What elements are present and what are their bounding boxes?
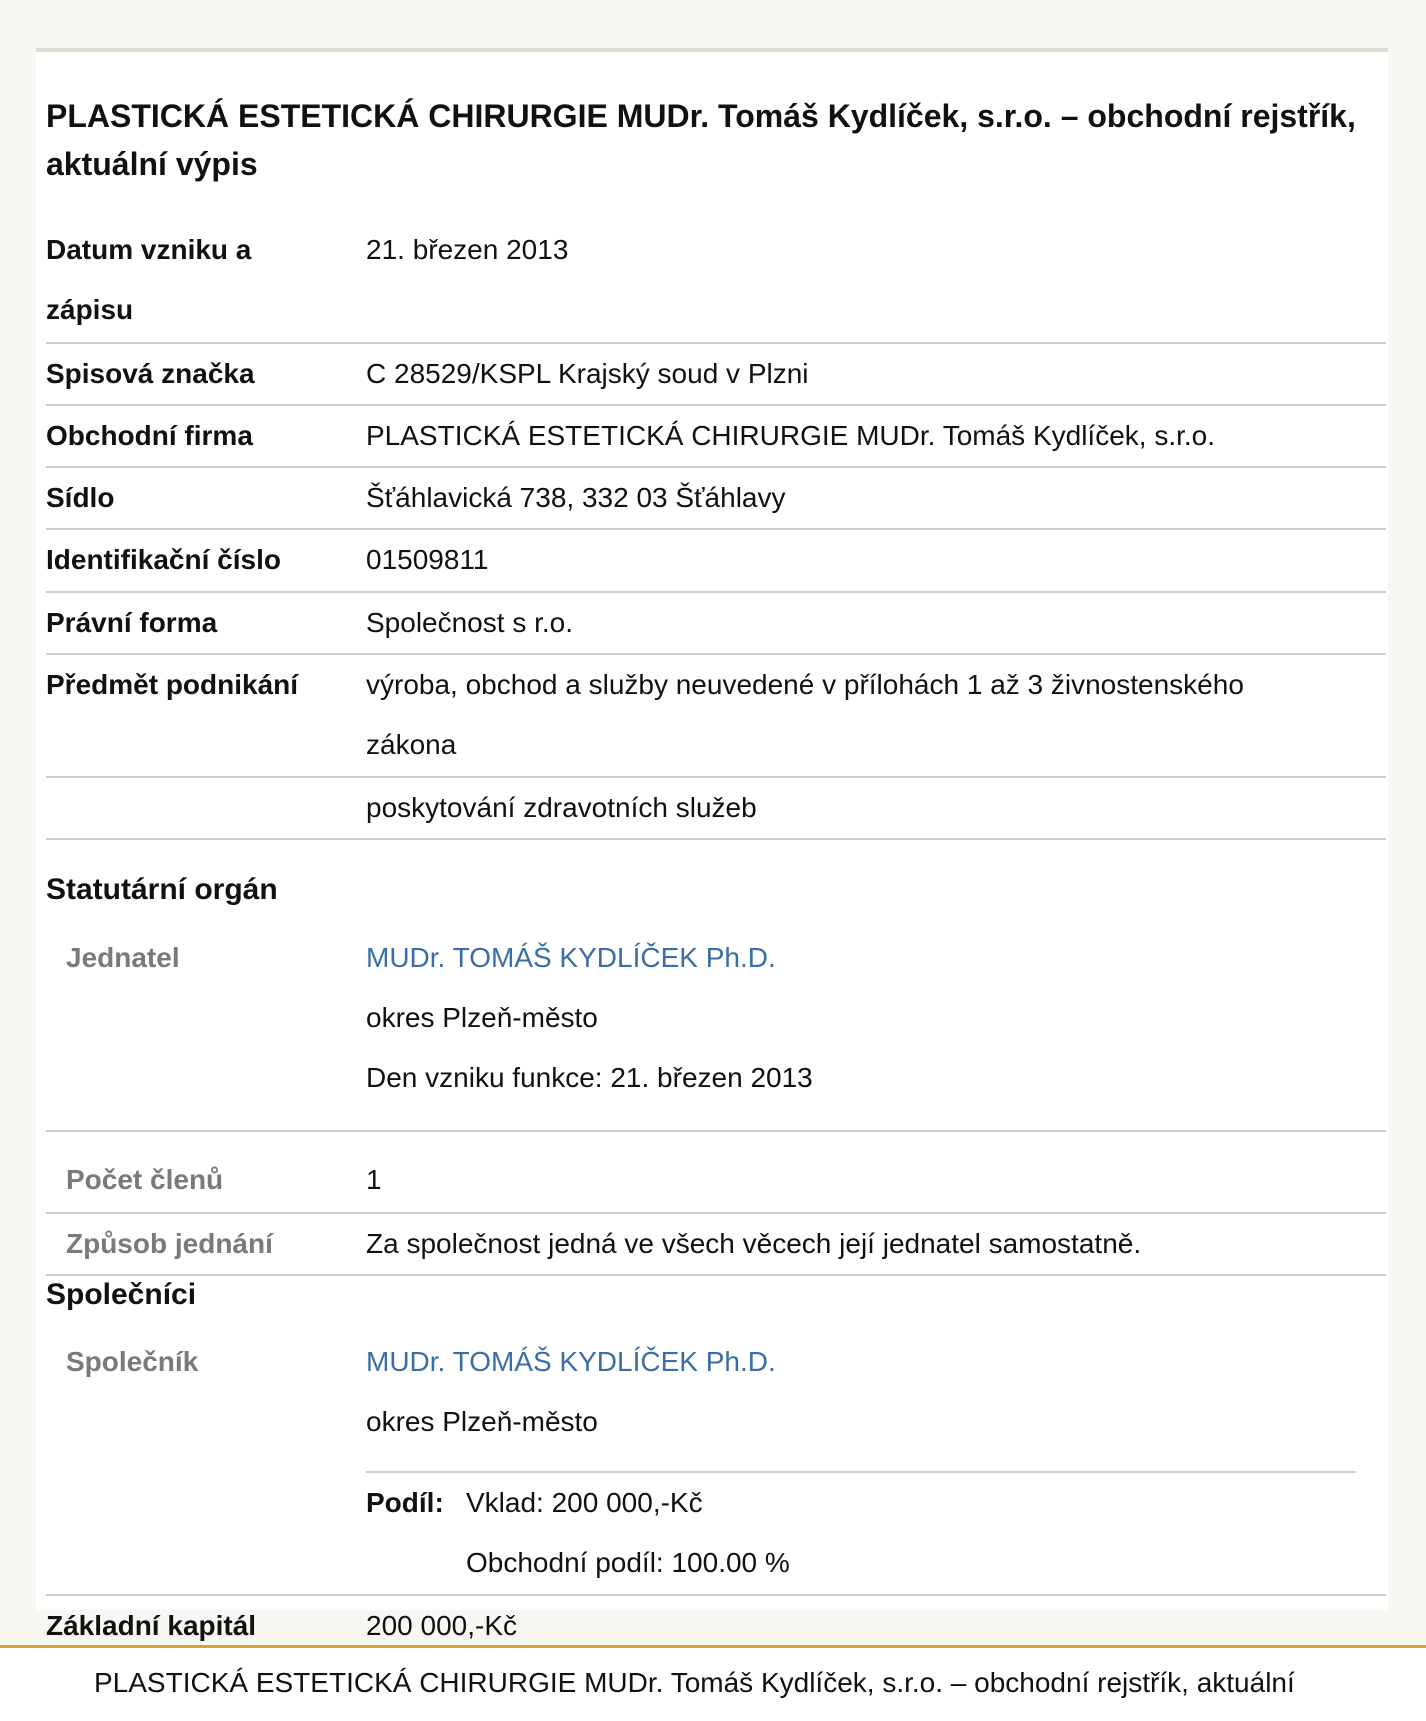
row-value: PLASTICKÁ ESTETICKÁ CHIRURGIE MUDr. Tomáš Kydlíček, s.r.o. <box>366 420 1216 451</box>
row-label: Základní kapitál <box>46 1610 257 1641</box>
row-member-count <box>46 1150 1386 1214</box>
row-label: Právní forma <box>46 607 218 638</box>
row-value: 21. březen 2013 <box>366 234 569 265</box>
executive-since: Den vzniku funkce: 21. březen 2013 <box>366 1062 813 1093</box>
row-label: Předmět podnikání <box>46 669 299 700</box>
row-registered-office <box>46 468 1386 530</box>
row-label: Společník <box>66 1346 199 1377</box>
footer-title: PLASTICKÁ ESTETICKÁ CHIRURGIE MUDr. Tomáš Kydlíček, s.r.o. – obchodní rejstřík, aktuální <box>94 1667 1295 1698</box>
section-heading-statutory: Statutární orgán <box>46 873 278 906</box>
row-value <box>366 1332 1376 1452</box>
share-business: Obchodní podíl: 100.00 % <box>466 1547 790 1578</box>
row-label: Způsob jednání <box>66 1228 273 1259</box>
row-label: Jednatel <box>66 942 180 973</box>
row-partner <box>46 1332 1386 1596</box>
row-label: Spisová značka <box>46 358 255 389</box>
executive-name-link[interactable]: MUDr. TOMÁŠ KYDLÍČEK Ph.D. <box>366 942 776 973</box>
row-label: Počet členů <box>66 1164 224 1195</box>
row-value: 01509811 <box>366 544 489 575</box>
row-file-number <box>46 344 1386 406</box>
partner-district: okres Plzeň-město <box>366 1406 598 1437</box>
row-value <box>366 655 1376 775</box>
row-label: Identifikační číslo <box>46 544 281 575</box>
row-executive <box>46 928 1386 1132</box>
share-values <box>466 1473 790 1593</box>
row-value <box>366 928 1376 1108</box>
row-business-activity-2 <box>46 778 1386 840</box>
row-label <box>46 220 346 340</box>
footer-bar <box>0 1645 1426 1721</box>
row-value: Šťáhlavická 738, 332 03 Šťáhlavy <box>366 482 786 513</box>
row-value: Za společnost jedná ve všech věcech její jednatel samostatně. <box>366 1228 1142 1259</box>
partner-name-link[interactable]: MUDr. TOMÁŠ KYDLÍČEK Ph.D. <box>366 1346 776 1377</box>
label-line-2: zápisu <box>46 294 134 325</box>
partner-share <box>366 1471 1356 1593</box>
row-date-of-incorporation <box>46 220 1386 344</box>
row-value: C 28529/KSPL Krajský soud v Plzni <box>366 358 809 389</box>
section-heading-partners: Společníci <box>46 1278 197 1311</box>
page-title: PLASTICKÁ ESTETICKÁ CHIRURGIE MUDr. Tomáš Kydlíček, s.r.o. – obchodní rejstřík, aktuální výpis <box>46 98 1356 182</box>
value-line-2: zákona <box>366 729 457 760</box>
row-label: Obchodní firma <box>46 420 253 451</box>
row-value: Společnost s r.o. <box>366 607 574 638</box>
share-label: Podíl: <box>366 1487 444 1518</box>
share-deposit: Vklad: 200 000,-Kč <box>466 1487 703 1518</box>
row-value: 1 <box>366 1164 382 1195</box>
row-value: 200 000,-Kč <box>366 1610 517 1641</box>
row-legal-form <box>46 593 1386 655</box>
row-business-name <box>46 406 1386 468</box>
row-id-number <box>46 530 1386 593</box>
value-line-1: výroba, obchod a služby neuvedené v přílohách 1 až 3 živnostenského <box>366 669 1244 700</box>
row-manner-of-acting <box>46 1214 1386 1276</box>
row-business-activity <box>46 655 1386 778</box>
row-label: Sídlo <box>46 482 115 513</box>
label-line-1: Datum vzniku a <box>46 234 252 265</box>
row-value: poskytování zdravotních služeb <box>366 792 757 823</box>
register-card <box>36 48 1388 1641</box>
executive-district: okres Plzeň-město <box>366 1002 598 1033</box>
